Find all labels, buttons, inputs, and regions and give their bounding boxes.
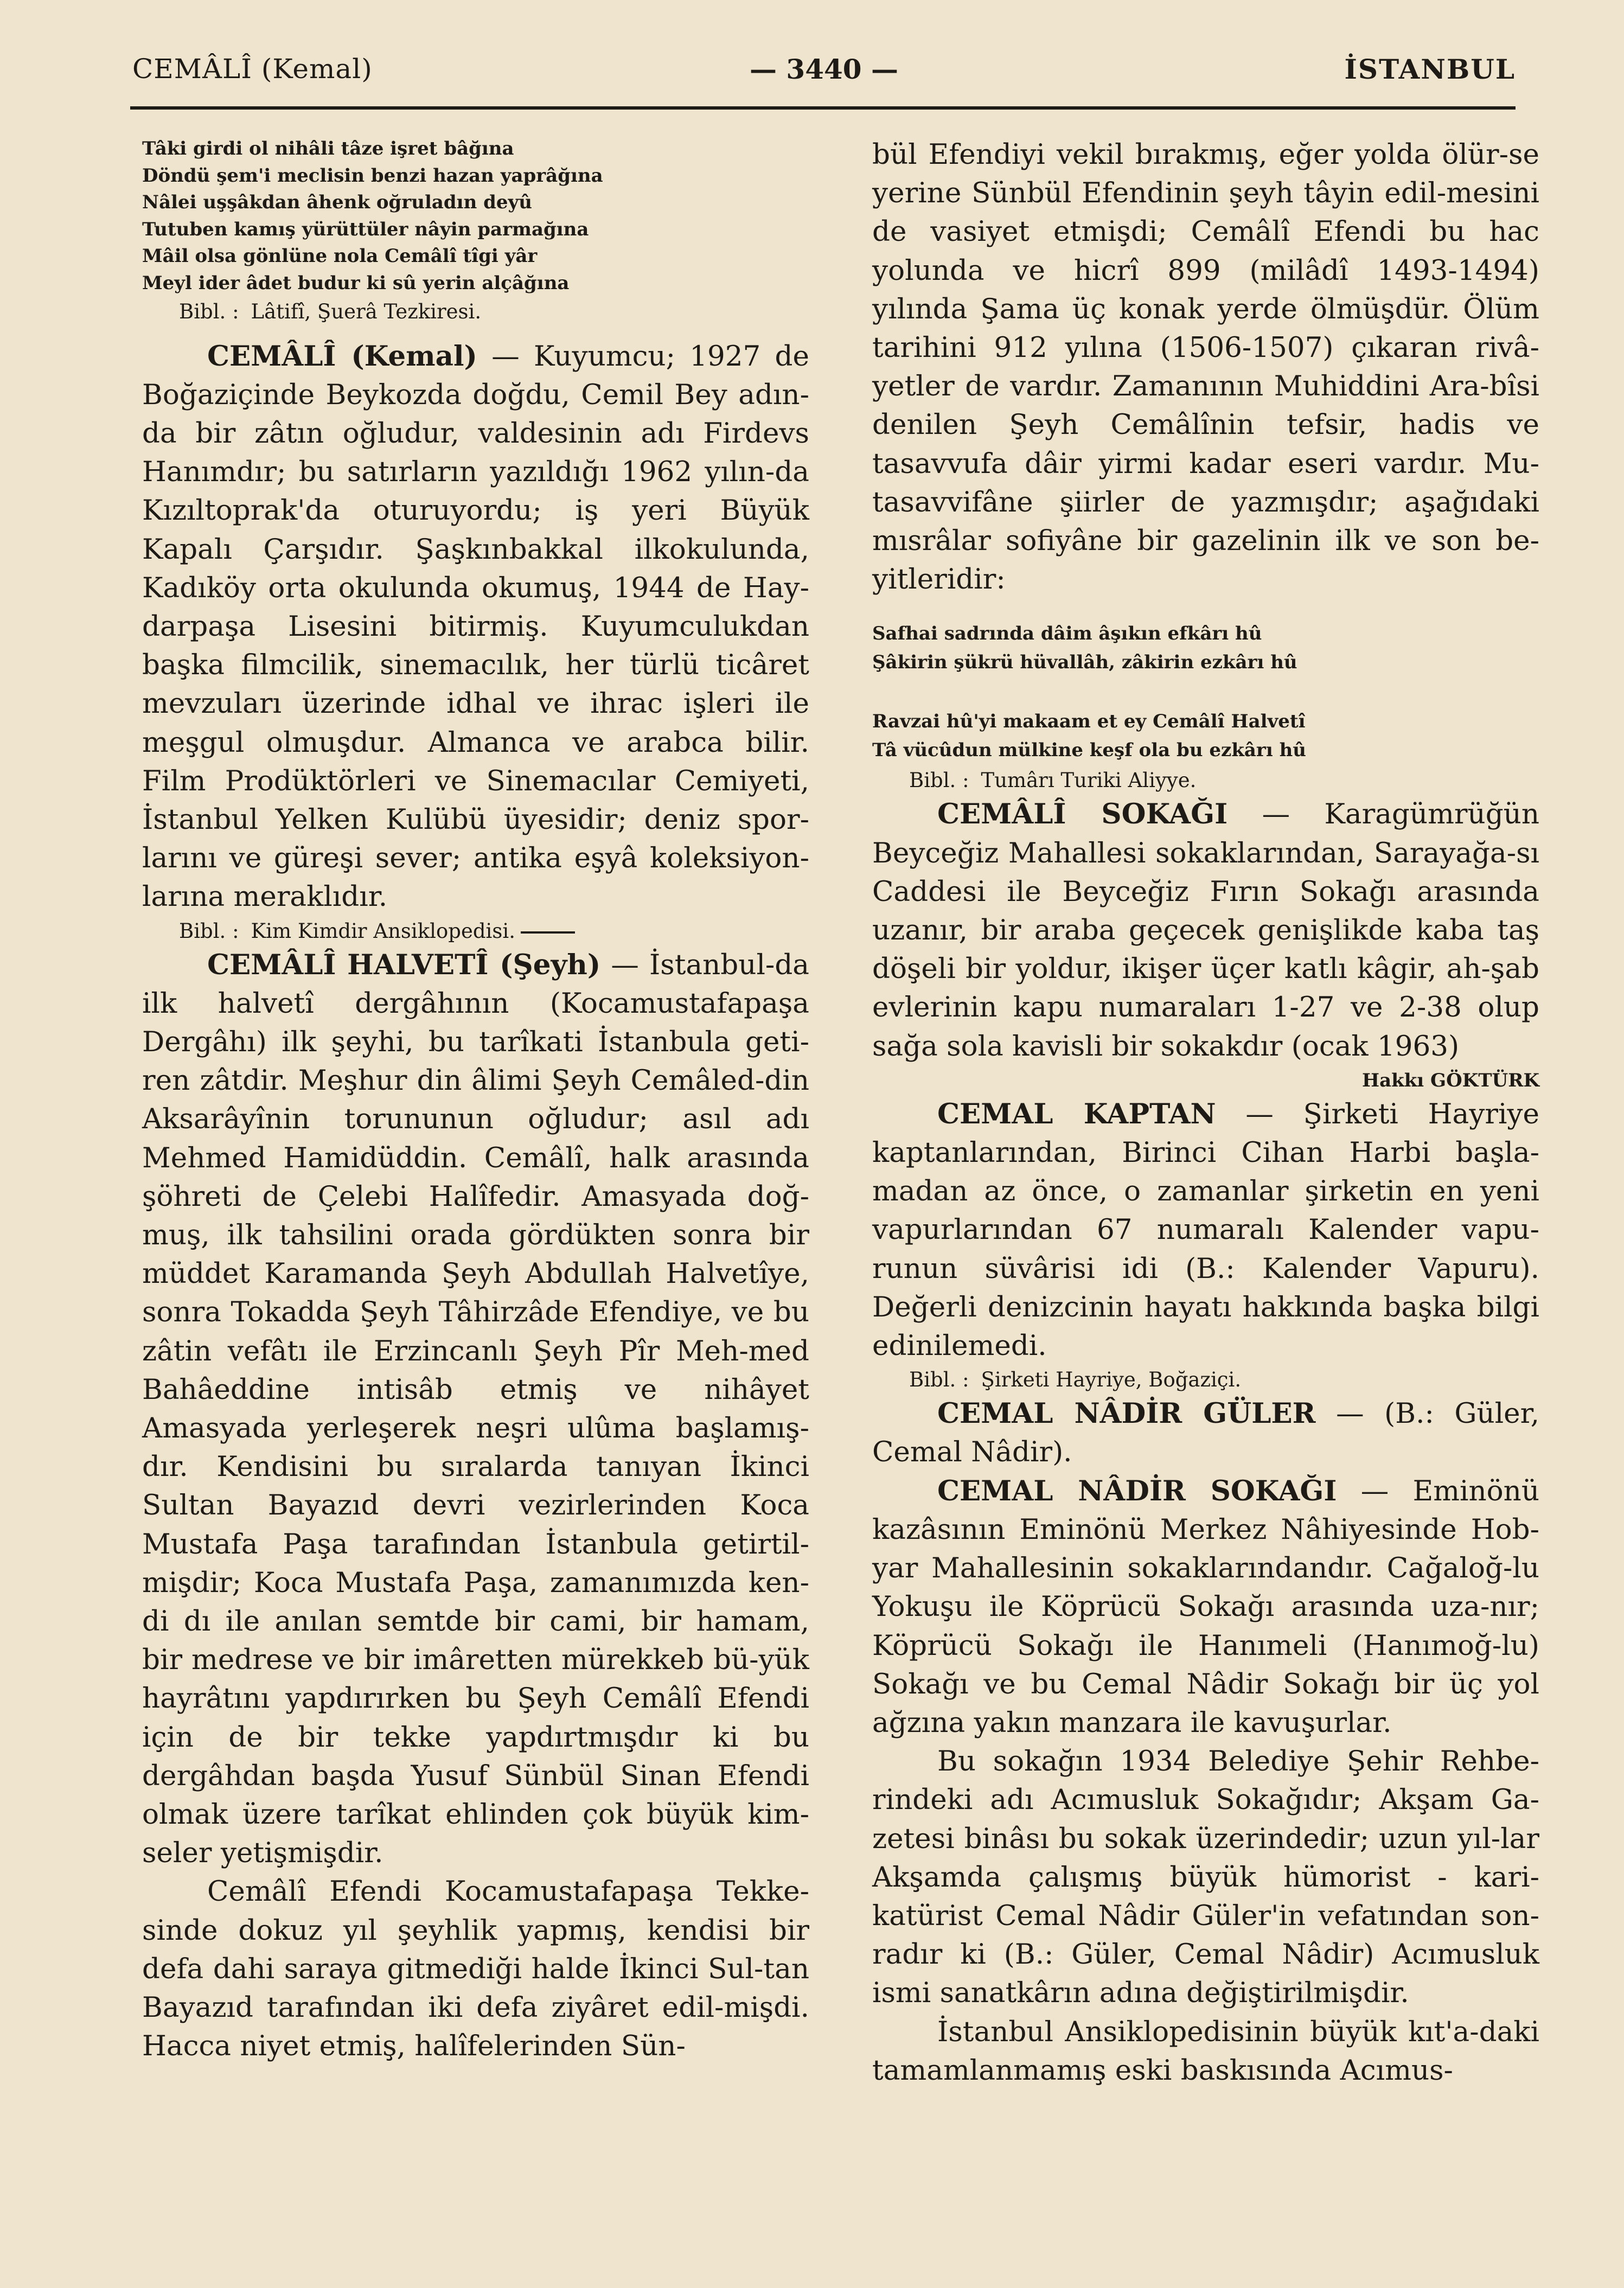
text-line: — Şirketi Hayriye	[1245, 1097, 1540, 1130]
verse-line: Meyl ider âdet budur ki sû yerin alçâğına	[142, 272, 570, 294]
entry-text	[142, 946, 809, 1873]
text-line: bu zâtin vefâtı ile Erzincanlı Şeyh Pîr Meh-	[142, 1296, 809, 1367]
text-line: müddet Karamanda Şeyh Abdullah Halvetîye,	[142, 1257, 809, 1290]
entry-cemali-sokagi	[872, 795, 1539, 1095]
text-line: Hanımdır; bu satırların yazıldığı 1962 yılın-	[142, 456, 775, 489]
text-line: Cemâlî Efendi Kocamustafapaşa Tekke-	[207, 1875, 809, 1908]
entry-paragraph	[872, 1742, 1539, 2012]
text-line: madan az önce, o zamanlar şirketin en yeni	[872, 1175, 1539, 1208]
text-line: ismi sanatkârın adına değiştirilmişdir.	[872, 1977, 1409, 2010]
entry-text	[872, 1395, 1539, 1472]
entry-continuation	[872, 136, 1539, 599]
bibl-text: Tumârı Turiki Aliyye.	[981, 769, 1197, 793]
entry-title: CEMÂLÎ SOKAĞI	[937, 798, 1228, 831]
text-line: seler yetişmişdir.	[142, 1837, 383, 1870]
text-line: katürist Cemal Nâdir Güler'in vefatından son-	[872, 1899, 1539, 1932]
text-line: tasavvufa dâir yirmi kadar eseri vardır. Mu-	[872, 447, 1539, 480]
text-line: meşgul olmuşdur. Almanca ve arabca bilir.	[142, 726, 809, 759]
text-line: lu) Sokağı ve bu Cemal Nâdir Sokağı bir üç	[872, 1629, 1539, 1701]
text-line: olmak üzere tarîkat ehlinden çok büyük kim-	[142, 1798, 809, 1831]
bibl-key: Bibl. :	[909, 1368, 969, 1392]
poem-verse	[142, 136, 809, 297]
text-line: da bir zâtın oğludur, valdesinin adı Firdevs	[142, 417, 809, 450]
text-line: şab evlerinin kapu numaraları 1-27 ve 2-38	[872, 953, 1539, 1024]
verse-line: Safhai sadrında dâim âşıkın efkârı hû	[872, 623, 1262, 645]
text-line: dergâhdan başda Yusuf Sünbül Sinan Efendi	[142, 1759, 809, 1792]
end-rule	[521, 931, 575, 934]
entry-text	[142, 337, 809, 917]
entry-title: CEMÂLÎ (Kemal)	[207, 340, 477, 373]
verse-line: Nâlei uşşâkdan âhenk oğruladın deyû	[142, 191, 533, 214]
text-line: nır; Köprücü Sokağı ile Hanımeli (Hanımoğ-	[872, 1590, 1539, 1662]
text-line: döşeli bir yoldur, ikişer üçer katlı kâgir, ah-	[872, 953, 1491, 986]
text-line: Dergâhı) ilk şeyhi, bu tarîkati İstanbula geti-	[142, 1026, 809, 1059]
text-line: — İstanbul-	[611, 948, 775, 981]
text-line: bilgi edinilemedi.	[872, 1290, 1539, 1363]
text-line: tan Bayazıd tarafından iki defa ziyâret edil-	[142, 1952, 809, 2024]
text-line: da Kızıltoprak'da oturuyordu; iş yeri Büyük	[142, 456, 809, 527]
text-line: tarihini 912 yılına (1506-1507) çıkaran rivâ-	[872, 331, 1539, 365]
text-line: dır. Kendisini bu sıralarda tanıyan İkinci	[142, 1450, 809, 1484]
text-line: hac yolunda ve hicrî 899 (milâdî 1493-1494)	[872, 215, 1539, 287]
bibl-text: Kim Kimdir Ansiklopedisi.	[251, 919, 515, 943]
text-line: bîsi denilen Şeyh Cemâlînin tefsir, hadis ve	[872, 370, 1539, 442]
text-line: Sultan Bayazıd devri vezirlerinden Koca	[142, 1489, 809, 1522]
text-line: med Bahâeddine intisâb etmiş ve nihâyet	[142, 1334, 809, 1406]
verse-line: Tâki girdi ol nihâli tâze işret bâğına	[142, 138, 514, 159]
text-line: di dı ile anılan semtde bir cami, bir hamam,	[142, 1605, 809, 1638]
bibl-text: Lâtifî, Şuerâ Tezkiresi.	[251, 299, 482, 323]
text-line: Değerli denizcinin hayatı hakkında başka	[872, 1290, 1466, 1324]
entry-paragraph	[872, 2013, 1539, 2090]
text-line: İstanbul Ansiklopedisinin büyük kıt'a-	[937, 2015, 1479, 2048]
text-line: lu Yokuşu ile Köprücü Sokağı arasında uza-	[872, 1552, 1539, 1624]
text-line: rindeki adı Acımusluk Sokağıdır; Akşam Ga-	[872, 1784, 1539, 1817]
text-line: ren zâtdir. Meşhur din âlimi Şeyh Cemâled-	[142, 1064, 765, 1097]
bibliography	[142, 297, 809, 327]
poem-verse	[872, 708, 1539, 766]
text-line: bül Efendiyi vekil bırakmış, eğer yolda ölür-	[872, 138, 1509, 171]
entry-cemal-nadir-guler	[872, 1395, 1539, 1472]
author-signature: Hakkı GÖKTÜRK	[1362, 1069, 1539, 1091]
entry-text	[872, 1095, 1539, 1365]
entry-cemal-kaptan	[872, 1095, 1539, 1365]
text-line: Mustafa Paşa tarafından İstanbula getirtil-	[142, 1528, 809, 1561]
text-line: din Aksarâyînin torununun oğludur; asıl adı	[142, 1064, 809, 1136]
text-line: yol ağzına yakın manzara ile kavuşurlar.	[872, 1667, 1539, 1739]
text-line: bir medrese ve bir imâretten mürekkeb bü-	[142, 1644, 759, 1677]
page-number: — 3440 —	[750, 53, 898, 85]
entry-title: CEMAL NÂDİR SOKAĞI	[937, 1474, 1337, 1507]
right-column	[872, 136, 1539, 2090]
text-line: başka filmcilik, sinemacılık, her türlü ticâret	[142, 649, 809, 682]
entry-cemal-nadir-sokagi	[872, 1472, 1539, 2090]
text-line: İstanbul Yelken Kulübü üyesidir; deniz spor-	[142, 803, 809, 836]
text-line: sı Caddesi ile Beyceğiz Fırın Sokağı arasında	[872, 836, 1539, 908]
header-rule	[130, 106, 1516, 110]
text-line: Film Prodüktörleri ve Sinemacılar Cemiyeti,	[142, 764, 809, 797]
text-line: Kadıköy orta okulunda okumuş, 1944 de Hay-	[142, 571, 809, 604]
text-line: yük hayrâtını yapdırırken bu Şeyh Cemâlî	[142, 1644, 809, 1715]
text-line: larını ve güreşi sever; antika eşyâ koleksiyon-	[142, 842, 809, 875]
bibl-key: Bibl. :	[179, 299, 239, 323]
verse-line: Döndü şem'i meclisin benzi hazan yaprâğına	[142, 164, 603, 187]
text-line: Efendi için de bir tekke yapdırtmışdır ki bu	[142, 1682, 810, 1754]
text-line: muş, ilk tahsilini orada gördükten sonra bir	[142, 1219, 809, 1252]
verse-line: Mâil olsa gönlüne nola Cemâlî tîgi yâr	[142, 245, 538, 267]
text-line: — Kuyumcu; 1927 de	[491, 340, 809, 373]
text-line: vapurlarından 67 numaralı Kalender vapu-	[872, 1213, 1539, 1247]
entry-paragraph	[142, 1872, 809, 2066]
text-line: yılında Şama üç konak yerde ölmüşdür. Ölüm	[872, 292, 1539, 325]
bibl-key: Bibl. :	[179, 919, 239, 943]
verse-line: Ravzai hû'yi makaam et ey Cemâlî Halvetî	[872, 711, 1306, 733]
text-line: uzanır, bir araba geçecek genişlikde kaba taş	[872, 914, 1539, 947]
text-line: yitleridir:	[872, 563, 1006, 596]
text-line: runun süvârisi idi (B.: Kalender Vapuru).	[872, 1252, 1539, 1285]
entry-cemali-kemal	[142, 337, 809, 917]
text-line: se yerine Sünbül Efendinin şeyh tâyin edil-	[872, 138, 1539, 210]
text-line: daki tamamlanmamış eski baskısında Acımus-	[872, 2015, 1539, 2087]
entry-title: CEMAL NÂDİR GÜLER	[937, 1397, 1316, 1430]
text-line: zetesi binâsı bu sokak üzerindedir; uzun yıl-	[872, 1822, 1501, 1855]
text-line: şöhreti de Çelebi Halîfedir. Amasyada doğ-	[142, 1180, 809, 1213]
text-line: olup sağa sola kavisli bir sokakdır (ocak 1963)	[872, 991, 1540, 1063]
entry-cemali-halveti	[142, 946, 809, 2066]
left-column	[142, 136, 809, 2066]
text-line: Beyceğiz Mahallesi sokaklarından, Sarayağa-	[872, 836, 1517, 870]
text-line: Kapalı Çarşıdır. Şaşkınbakkal ilkokulunda,	[142, 533, 809, 566]
text-line: yar Mahallesinin sokaklarındandır. Cağaloğ-	[872, 1552, 1513, 1585]
entry-title: CEMÂLÎ HALVETÎ (Şeyh)	[207, 948, 601, 981]
text-line: da ilk halvetî dergâhının (Kocamustafapaşa	[142, 948, 809, 1020]
text-line: — Eminönü	[1360, 1474, 1540, 1507]
text-line: Cemal Nâdir).	[872, 1436, 1072, 1469]
text-line: radır ki (B.: Güler, Cemal Nâdir) Acımusluk	[872, 1938, 1539, 1971]
text-line: yetler de vardır. Zamanının Muhiddini Ara-	[872, 370, 1489, 403]
bibliography	[142, 917, 809, 946]
text-line: mişdir; Koca Mustafa Paşa, zamanımızda ken-	[142, 1566, 809, 1599]
text-line: tasavvifâne şiirler de yazmışdır; aşağıdaki	[872, 485, 1539, 519]
text-line: darpaşa Lisesini bitirmiş. Kuyumculukdan	[142, 610, 809, 643]
text-line: Mehmed Hamidüddin. Cemâlî, halk arasında	[142, 1141, 809, 1174]
header-entry: CEMÂLÎ (Kemal)	[132, 53, 373, 85]
text-line: larına meraklıdır.	[142, 880, 388, 913]
entry-text	[872, 795, 1539, 1065]
bibl-text: Şirketi Hayriye, Boğaziçi.	[981, 1368, 1242, 1392]
running-header	[132, 53, 1516, 97]
text-line: defa dahi saraya gitmediği halde İkinci Sul-	[142, 1952, 764, 1985]
text-line: mişdi. Hacca niyet etmiş, halîfelerinden Sün-	[142, 1991, 809, 2063]
bibliography	[872, 766, 1539, 795]
entry-title: CEMAL KAPTAN	[937, 1097, 1216, 1130]
verse-line: Şâkirin şükrü hüvallâh, zâkirin ezkârı hû	[872, 651, 1297, 674]
text-line: sonra Tokadda Şeyh Tâhirzâde Efendiye, ve	[142, 1296, 764, 1329]
verse-line: Tutuben kamış yürüttüler nâyin parmağına	[142, 218, 589, 240]
text-line: Boğaziçinde Beykozda doğdu, Cemil Bey adın-	[142, 378, 809, 411]
text-line: mevzuları üzerinde idhal ve ihrac işleri ile	[142, 687, 809, 720]
poem-verse	[872, 621, 1539, 678]
entry-text	[872, 1472, 1539, 1742]
text-line: Bu sokağın 1934 Belediye Şehir Rehbe-	[937, 1745, 1539, 1778]
verse-line: Tâ vücûdun mülkine keşf ola bu ezkârı hû	[872, 739, 1307, 762]
text-line: kaptanlarından, Birinci Cihan Harbi başla-	[872, 1136, 1539, 1169]
text-line: mısrâlar sofiyâne bir gazelinin ilk ve son be-	[872, 525, 1539, 558]
header-volume: İSTANBUL	[1344, 53, 1516, 85]
text-line: mesini de vasiyet etmişdi; Cemâlî Efendi bu	[872, 177, 1539, 248]
bibliography	[872, 1365, 1539, 1395]
text-line: — (B.: Güler,	[1336, 1397, 1539, 1430]
text-line: — Karagümrüğün	[1262, 798, 1540, 831]
text-line: Amasyada yerleşerek neşri ulûma başlamış-	[142, 1412, 809, 1445]
text-line: sinde dokuz yıl şeyhlik yapmış, kendisi bir	[142, 1914, 809, 1947]
text-line: lar Akşamda çalışmış büyük hümorist - kari-	[872, 1822, 1539, 1894]
text-line: kazâsının Eminönü Merkez Nâhiyesinde Hob-	[872, 1513, 1539, 1546]
bibl-key: Bibl. :	[909, 769, 969, 793]
